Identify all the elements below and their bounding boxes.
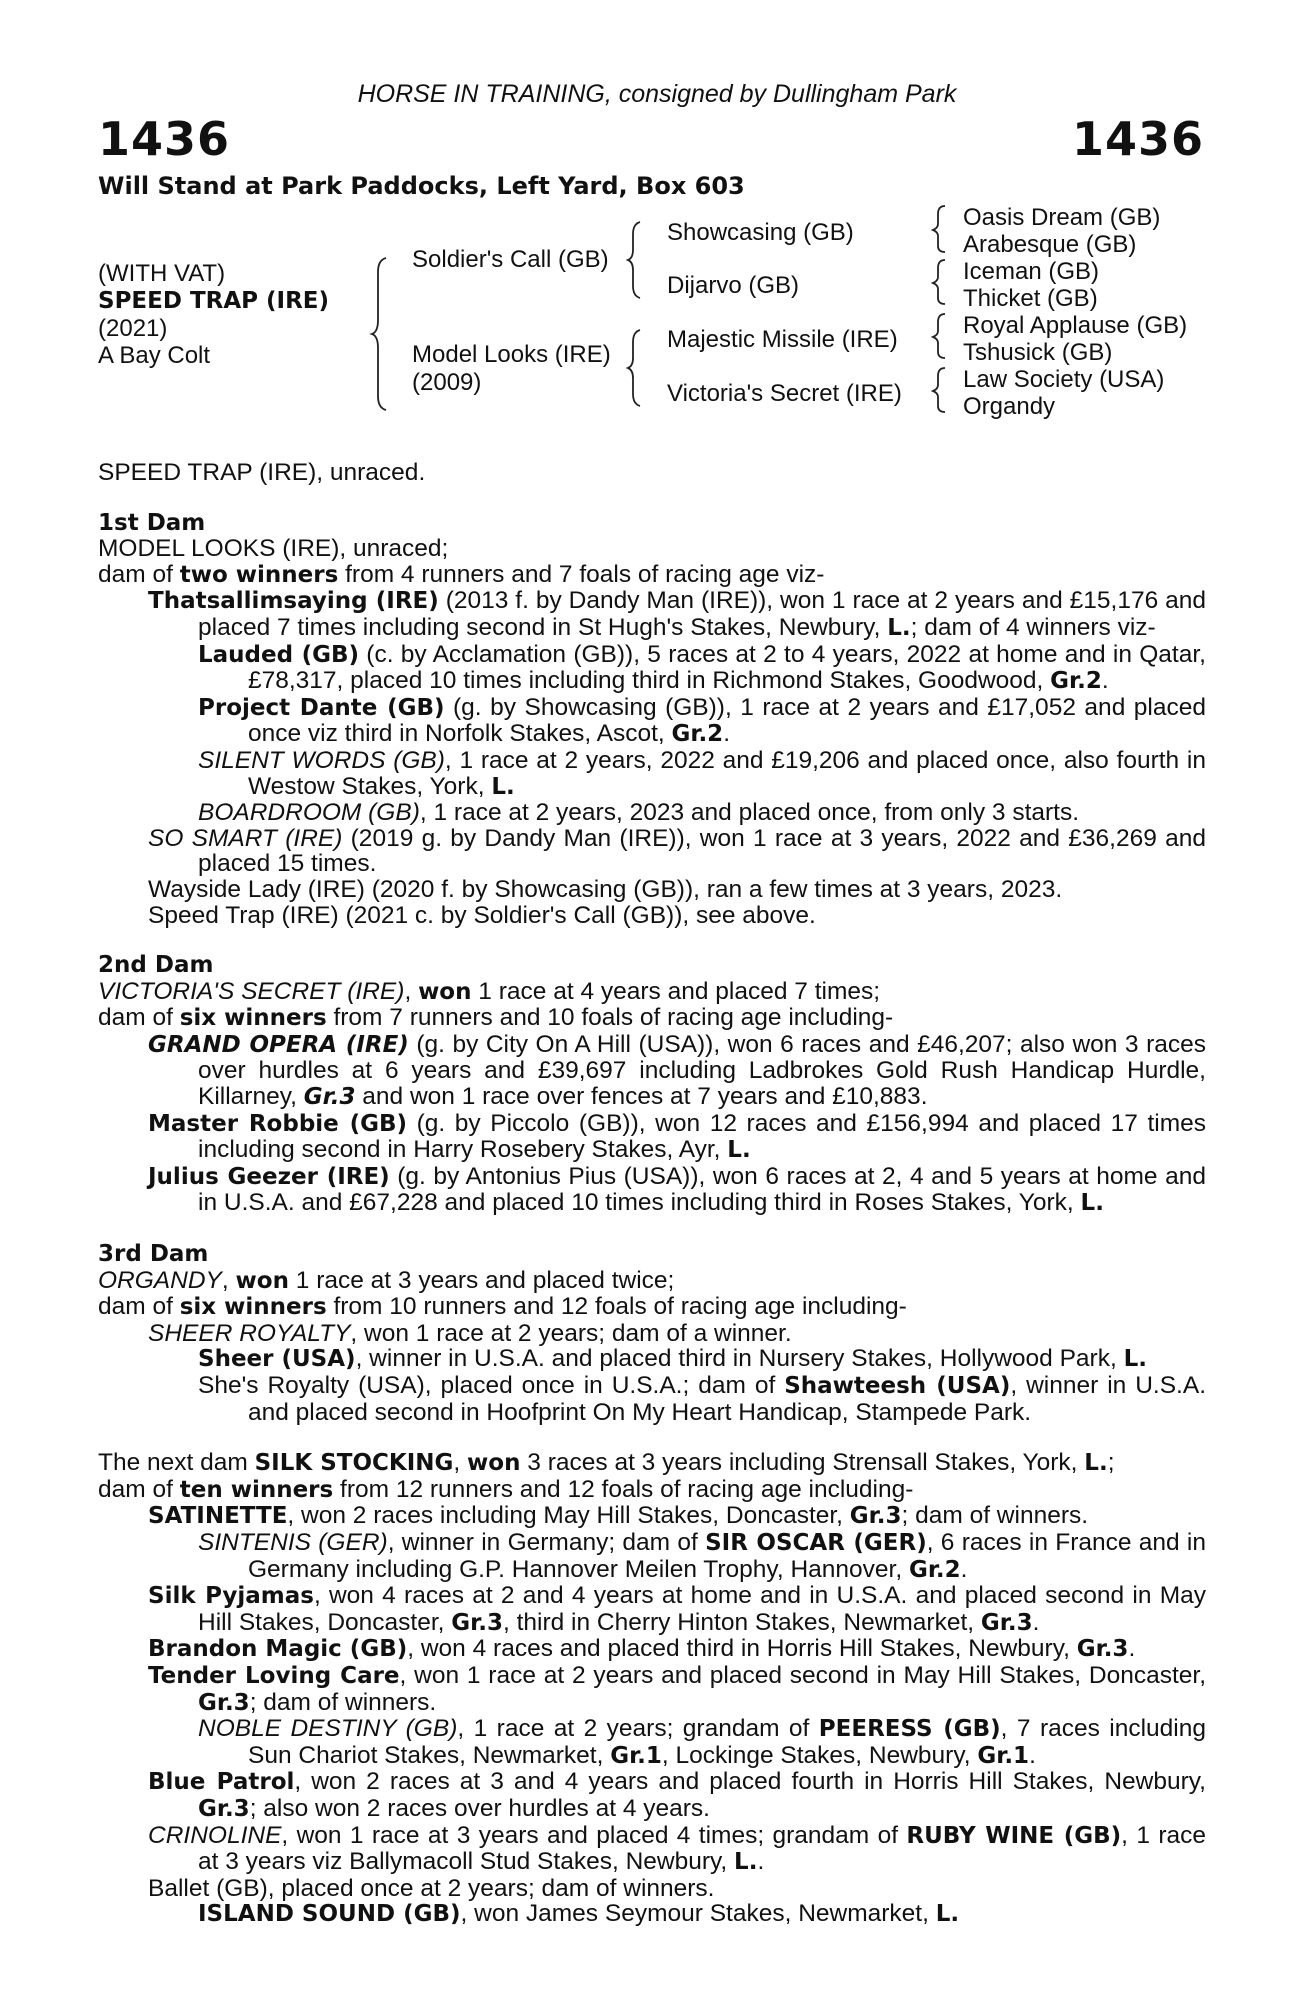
progeny-entry: Sheer (USA), winner in U.S.A. and placed third in Nursery Stakes, Hollywood Park, L.: [198, 1345, 1147, 1373]
next-dam-line: The next dam SILK STOCKING, won 3 races at 3 years including Strensall Stakes, York, L.;: [98, 1449, 1115, 1477]
dam-dam: Victoria's Secret (IRE): [667, 380, 902, 407]
lot-number-right: 1436: [1071, 112, 1204, 166]
dam-name: Model Looks (IRE): [412, 341, 611, 368]
dam-sire-sire: Royal Applause (GB): [963, 312, 1188, 339]
vat-label: (WITH VAT): [98, 260, 226, 287]
pedigree-notes: [98, 460, 1206, 1928]
progeny-entry: Speed Trap (IRE) (2021 c. by Soldier's Call (GB)), see above.: [148, 901, 816, 929]
progeny-entry: NOBLE DESTINY (GB), 1 race at 2 years; grandam of PEERESS (GB), 7 races including Sun Chariot Stakes, Newmarket, Gr.1, Lockinge Stakes, Newbury, Gr.1.: [198, 1715, 1206, 1769]
intro-line: SPEED TRAP (IRE), unraced.: [98, 459, 426, 486]
progeny-entry: SINTENIS (GER), winner in Germany; dam of SIR OSCAR (GER), 6 races in France and in Germany including G.P. Hannover Meilen Trophy, Hannover, Gr.2.: [198, 1528, 1206, 1583]
sire-dam-sire: Iceman (GB): [963, 258, 1100, 285]
sire-sire: Showcasing (GB): [667, 219, 854, 246]
sire-dam-dam: Thicket (GB): [963, 285, 1098, 312]
lot-number-left: 1436: [98, 112, 231, 166]
first-dam-heading: 1st Dam: [98, 509, 206, 536]
progeny-entry: BOARDROOM (GB), 1 race at 2 years, 2023 and placed once, from only 3 starts.: [198, 799, 1080, 827]
third-dam-produce: dam of six winners from 10 runners and 12 foals of racing age including-: [98, 1293, 907, 1321]
second-dam-heading: 2nd Dam: [98, 952, 214, 979]
sire-sire-sire: Oasis Dream (GB): [963, 204, 1161, 231]
first-dam-produce: dam of two winners from 4 runners and 7 foals of racing age viz-: [98, 560, 825, 588]
dam-year: (2009): [412, 369, 482, 396]
progeny-entry: Project Dante (GB) (g. by Showcasing (GB)), 1 race at 2 years and £17,052 and placed once viz third in Norfolk Stakes, Ascot, Gr.2.: [198, 693, 1207, 748]
stand-location: Will Stand at Park Paddocks, Left Yard, Box 603: [98, 172, 745, 200]
progeny-entry: SO SMART (IRE) (2019 g. by Dandy Man (IRE)), won 1 race at 3 years, 2022 and £36,269 and placed 15 times.: [148, 824, 1206, 878]
dam-sire: Majestic Missile (IRE): [667, 326, 898, 353]
sire-dam: Dijarvo (GB): [667, 272, 800, 299]
dam-dam-sire: Law Society (USA): [963, 366, 1165, 393]
progeny-entry: Silk Pyjamas, won 4 races at 2 and 4 years at home and in U.S.A. and placed second in May Hill Stakes, Doncaster, Gr.3, third in Cherry Hinton Stakes, Newmarket, Gr.3.: [148, 1582, 1206, 1636]
progeny-entry: Thatsallimsaying (IRE) (2013 f. by Dandy Man (IRE)), won 1 race at 2 years and £15,176 and placed 7 times including second in St Hugh's Stakes, Newbury, L.; dam of 4 winners viz-: [148, 587, 1206, 641]
progeny-entry: Tender Loving Care, won 1 race at 2 years and placed second in May Hill Stakes, Doncaster, Gr.3; dam of winners.: [148, 1661, 1206, 1716]
progeny-entry: Ballet (GB), placed once at 2 years; dam of winners.: [148, 1874, 715, 1902]
progeny-entry: SATINETTE, won 2 races including May Hill Stakes, Doncaster, Gr.3; dam of winners.: [148, 1502, 1089, 1530]
third-dam-line: ORGANDY, won 1 race at 3 years and placed twice;: [98, 1266, 675, 1294]
progeny-entry: SHEER ROYALTY, won 1 race at 2 years; dam of a winner.: [148, 1319, 792, 1347]
second-dam-produce: dam of six winners from 7 runners and 10 foals of racing age including-: [98, 1004, 894, 1032]
second-dam-line: VICTORIA'S SECRET (IRE), won 1 race at 4 years and placed 7 times;: [98, 977, 881, 1005]
progeny-entry: Julius Geezer (IRE) (g. by Antonius Pius (USA)), won 6 races at 2, 4 and 5 years at home and in U.S.A. and £67,228 and placed 10 times including third in Roses Stakes, York, L.: [148, 1162, 1206, 1217]
progeny-entry: Blue Patrol, won 2 races at 3 and 4 years and placed fourth in Horris Hill Stakes, Newbury, Gr.3; also won 2 races over hurdles at 4 years.: [148, 1768, 1206, 1822]
dam-sire-dam: Tshusick (GB): [963, 339, 1113, 366]
progeny-entry: She's Royalty (USA), placed once in U.S.A.; dam of Shawteesh (USA), winner in U.S.A. and placed second in Hoofprint On My Heart Handicap, Stampede Park.: [198, 1372, 1206, 1426]
third-dam-heading: 3rd Dam: [98, 1241, 209, 1268]
horse-year: (2021): [98, 315, 168, 342]
horse-name: SPEED TRAP (IRE): [98, 288, 330, 314]
progeny-entry: GRAND OPERA (IRE) (g. by City On A Hill (USA)), won 6 races and £46,207; also won 3 races over hurdles at 6 years and £39,697 including Ladbrokes Gold Rush Handicap Hurdle, Killarney, Gr.3 and won 1 race over fences at 7 years and £10,883.: [148, 1030, 1206, 1111]
progeny-entry: Wayside Lady (IRE) (2020 f. by Showcasing (GB)), ran a few times at 3 years, 2023.: [148, 875, 1063, 903]
sire-sire-dam: Arabesque (GB): [963, 231, 1137, 258]
progeny-entry: CRINOLINE, won 1 race at 3 years and placed 4 times; grandam of RUBY WINE (GB), 1 race at 3 years viz Ballymacoll Stud Stakes, Newbury, L..: [148, 1821, 1206, 1876]
first-dam-line: MODEL LOOKS (IRE), unraced;: [98, 535, 449, 563]
progeny-entry: Master Robbie (GB) (g. by Piccolo (GB)), won 12 races and £156,994 and placed 17 times including second in Harry Rosebery Stakes, Ayr, L.: [148, 1109, 1206, 1164]
sire-name: Soldier's Call (GB): [412, 246, 609, 273]
progeny-entry: Brandon Magic (GB), won 4 races and placed third in Horris Hill Stakes, Newbury, Gr.3.: [148, 1635, 1136, 1663]
next-dam-produce: dam of ten winners from 12 runners and 12 foals of racing age including-: [98, 1475, 914, 1503]
progeny-entry: SILENT WORDS (GB), 1 race at 2 years, 2022 and £19,206 and placed once, also fourth in Westow Stakes, York, L.: [198, 746, 1207, 800]
dam-dam-dam: Organdy: [963, 393, 1056, 420]
horse-description: A Bay Colt: [98, 342, 211, 369]
consignor-line: HORSE IN TRAINING, consigned by Dullingham Park: [357, 80, 957, 108]
progeny-entry: Lauded (GB) (c. by Acclamation (GB)), 5 races at 2 to 4 years, 2022 at home and in Qatar, £78,317, placed 10 times including third in Richmond Stakes, Goodwood, Gr.2.: [198, 640, 1206, 695]
progeny-entry: ISLAND SOUND (GB), won James Seymour Stakes, Newmarket, L.: [198, 1900, 960, 1928]
